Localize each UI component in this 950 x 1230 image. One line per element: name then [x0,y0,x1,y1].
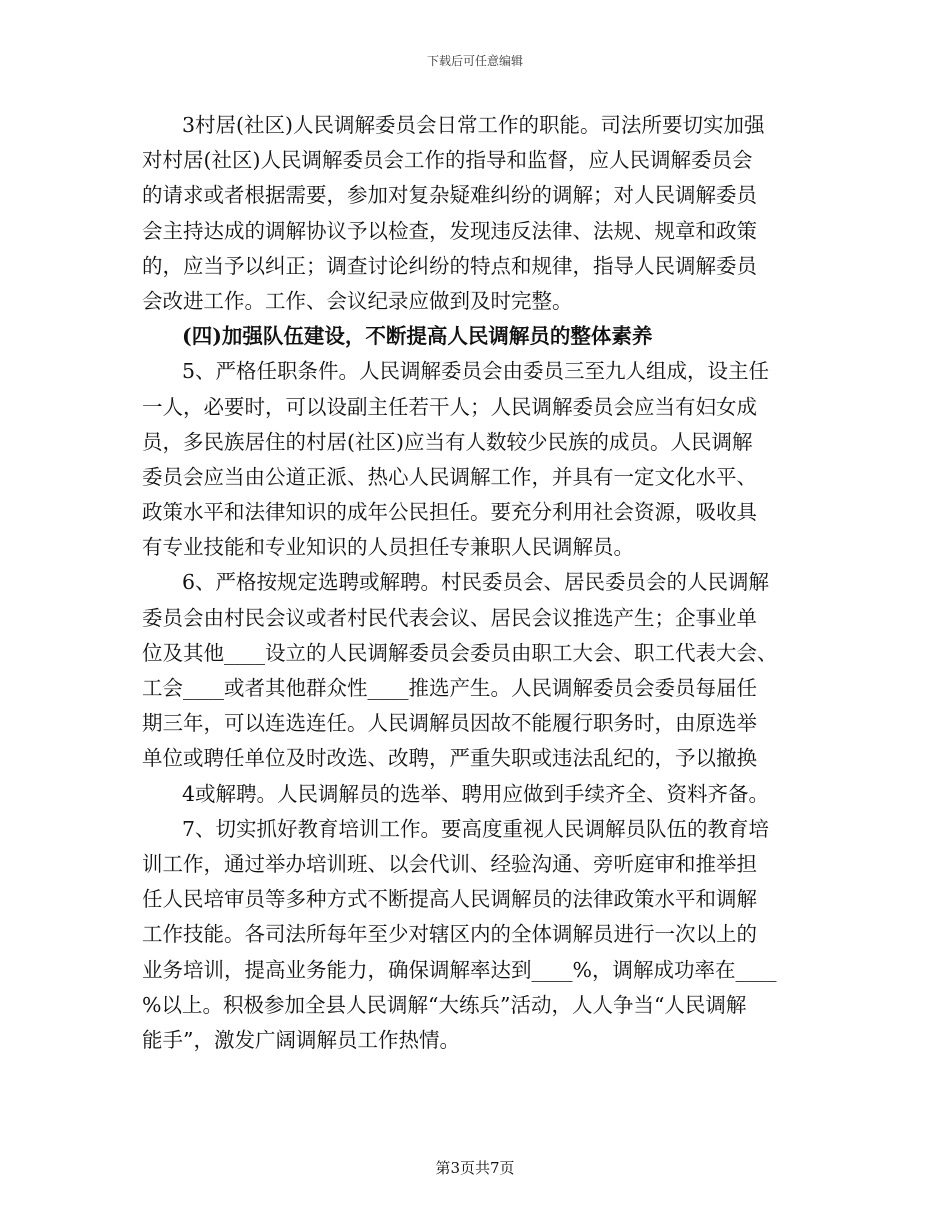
text-line: 的，应当予以纠正；调查讨论纠纷的特点和规律，指导人民调解委员 [142,253,757,278]
text-line: 能手”，激发广阔调解员工作热情。 [142,1027,460,1052]
text-line: 员，多民族居住的村居(社区)应当有人数较少民族的成员。人民调解 [142,429,753,454]
text-line: 会改进工作。工作、会议纪录应做到及时完整。 [142,288,573,313]
document-body [142,108,802,1058]
text-line: 工作技能。各司法所每年至少对辖区内的全体调解员进行一次以上的 [142,922,757,947]
page-footer: 第3页共7页 [435,1159,515,1177]
text-line: 对村居(社区)人民调解委员会工作的指导和监督，应人民调解委员会 [142,148,753,173]
text-line: 期三年，可以连选连任。人民调解员因故不能履行职务时，由原选举 [142,711,757,736]
section-heading: (四)加强队伍建设，不断提高人民调解员的整体素养 [182,324,653,349]
text-line: 一人，必要时，可以设副主任若干人；人民调解委员会应当有妇女成 [142,394,757,419]
text-line: 有专业技能和专业知识的人员担任专兼职人民调解员。 [142,535,634,560]
text-line: 委员会由村民会议或者村民代表会议、居民会议推选产生；企事业单 [142,605,757,630]
text-line: 4或解聘。人民调解员的选举、聘用应做到手续齐全、资料齐备。 [182,781,770,806]
text-line: 位及其他____设立的人民调解委员会委员由职工大会、职工代表大会、 [142,640,778,665]
text-line: %以上。积极参加全县人民调解“大练兵”活动，人人争当“人民调解 [142,992,747,1017]
text-line: 3村居(社区)人民调解委员会日常工作的职能。司法所要切实加强 [182,113,765,137]
text-line: 7、切实抓好教育培训工作。要高度重视人民调解员队伍的教育培 [182,816,770,841]
text-line: 业务培训，提高业务能力，确保调解率达到____%，调解成功率在____ [142,957,777,982]
text-line: 单位或聘任单位及时改选、改聘，严重失职或违法乱纪的，予以撤换 [142,746,757,771]
text-line: 工会____或者其他群众性____推选产生。人民调解委员会委员每届任 [142,676,757,700]
text-line: 会主持达成的调解协议予以检查，发现违反法律、法规、规章和政策 [142,218,757,243]
text-line: 6、严格按规定选聘或解聘。村民委员会、居民委员会的人民调解 [182,570,770,595]
text-line: 5、严格任职条件。人民调解委员会由委员三至九人组成，设主任 [182,359,770,384]
page-header: 下载后可任意编辑 [426,54,523,68]
text-line: 政策水平和法律知识的成年公民担任。要充分利用社会资源，吸收具 [142,500,757,525]
text-line: 委员会应当由公道正派、热心人民调解工作，并具有一定文化水平、 [142,464,757,489]
text-line: 训工作，通过举办培训班、以会代训、经验沟通、旁听庭审和推举担 [142,851,757,876]
text-line: 任人民培审员等多种方式不断提高人民调解员的法律政策水平和调解 [142,887,757,912]
text-line: 的请求或者根据需要，参加对复杂疑难纠纷的调解；对人民调解委员 [142,183,757,208]
